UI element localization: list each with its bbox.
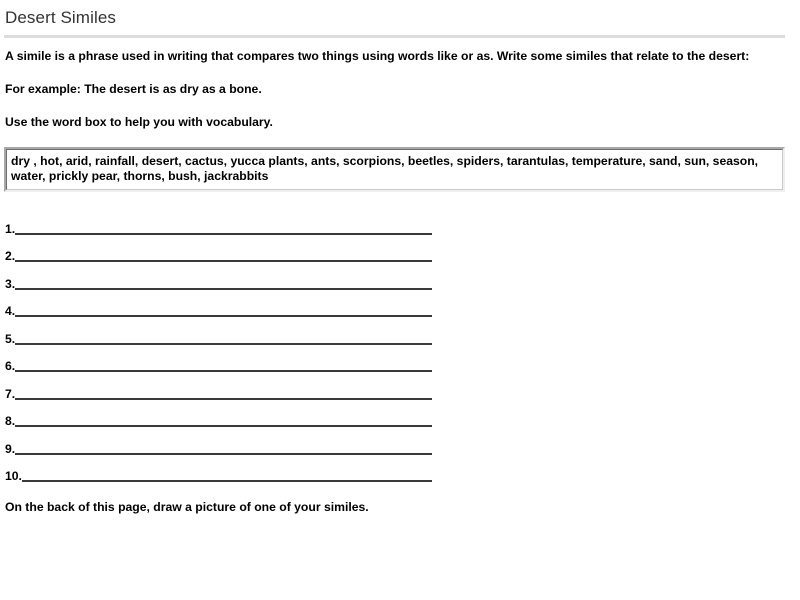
body-area (0, 49, 800, 130)
answer-line-rule[interactable] (15, 315, 432, 317)
answer-line-number: 7. (5, 386, 16, 401)
answer-lines-area (0, 209, 800, 484)
answer-line-row[interactable] (5, 209, 800, 237)
answer-line-row[interactable] (5, 264, 800, 292)
answer-line-rule[interactable] (22, 480, 432, 482)
answer-line-number: 3. (5, 276, 16, 291)
page-title: Desert Similes (5, 8, 116, 27)
word-box-inner (6, 149, 783, 190)
answer-line-rule[interactable] (15, 288, 432, 290)
answer-line-rule[interactable] (15, 343, 432, 345)
answer-line-rule[interactable] (15, 398, 432, 400)
answer-line-number: 4. (5, 304, 16, 318)
answer-line-rule[interactable] (15, 370, 432, 372)
example-paragraph: For example: The desert is as dry as a bone. (5, 82, 262, 96)
answer-line-row[interactable] (5, 457, 800, 485)
answer-line-number: 6. (5, 359, 16, 373)
answer-line-row[interactable] (5, 347, 800, 375)
answer-line-row[interactable] (5, 292, 800, 320)
word-box (4, 147, 785, 192)
answer-line-rule[interactable] (15, 425, 432, 427)
intro-paragraph: A simile is a phrase used in writing that compares two things using words like or as. Write some similes that relate to the desert: (5, 49, 750, 63)
answer-line-row[interactable] (5, 402, 800, 430)
title-block (0, 0, 800, 28)
answer-line-number: 10. (5, 469, 22, 483)
answer-line-row[interactable] (5, 374, 800, 402)
answer-line-row[interactable] (5, 429, 800, 457)
answer-line-number: 5. (5, 331, 16, 346)
answer-line-number: 8. (5, 414, 16, 428)
word-box-wrapper (4, 147, 800, 192)
footer-instruction: On the back of this page, draw a picture of one of your similes. (5, 500, 369, 514)
answer-line-row[interactable] (5, 319, 800, 347)
answer-line-number: 2. (5, 249, 16, 263)
answer-line-number: 1. (5, 221, 16, 236)
answer-line-rule[interactable] (15, 260, 432, 262)
answer-line-rule[interactable] (15, 233, 432, 235)
word-box-text: dry , hot, arid, rainfall, desert, cactus, yucca plants, ants, scorpions, beetles, spiders, tarantulas, temperature, sand, sun, season, water, prickly pear, thorns, bush, jackrabbits (11, 154, 759, 183)
answer-line-row[interactable] (5, 237, 800, 265)
answer-line-rule[interactable] (15, 453, 432, 455)
title-divider (4, 35, 785, 38)
answer-line-number: 9. (5, 441, 16, 456)
wordbox-instruction-paragraph: Use the word box to help you with vocabulary. (5, 115, 273, 129)
